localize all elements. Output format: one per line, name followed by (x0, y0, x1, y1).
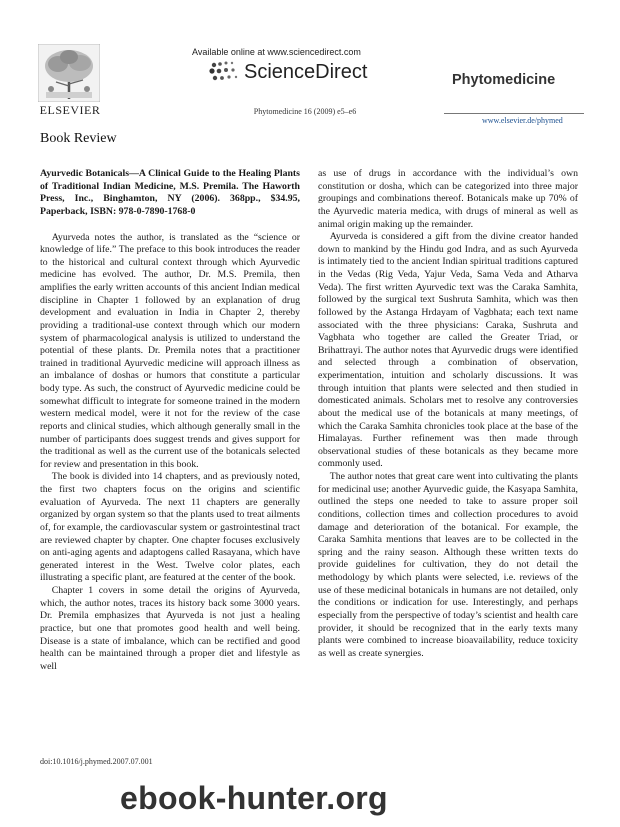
paragraph: The book is divided into 14 chapters, and as previously noted, the first two chapters focus on the origins and scientific evaluation of Ayurveda. The next 11 chapters are generally organized by organ system so that the plants used to treat ailments of, for example, the cardiovascular system or gastrointestinal tract are reviewed chapter by chapter. One chapter focuses exclusively on anti-aging agents and adaptogens called Rasayana, which have generated interest in the West. Twelve color plates, each illustrating a specific plant, are featured at the center of the book. (40, 471, 300, 584)
available-online-text: Available online at www.sciencedirect.com (192, 47, 361, 57)
right-column (318, 168, 578, 660)
paragraph: as use of drugs in accordance with the individual’s own constitution or dosha, which can be categorized into three major groupings and combinations thereof. Botanicals make up 70% of the Ayurvedic materia medica, with drugs of mineral as well as animal origin making up the remainder. (318, 168, 578, 230)
elsevier-tree-logo (38, 44, 100, 102)
section-label: Book Review (40, 131, 117, 146)
paragraph: Chapter 1 covers in some detail the origins of Ayurveda, which, the author notes, traces its history back some 3000 years. Dr. Premila emphasizes that Ayurveda is not just a healing practice, but one that promotes good health and well being. Disease is a state of imbalance, which can be rectified and good health can be maintained through a proper diet and lifestyle as well (40, 585, 300, 672)
sciencedirect-dots-icon (208, 59, 240, 83)
watermark: ebook-hunter.org (120, 780, 388, 816)
paragraph: Ayurveda is considered a gift from the divine creator handed down to mankind by the Hindu god Indra, and as such Ayurveda is intimately tied to the ancient Indian spiritual traditions captured in the Vedas (Rig Veda, Yajur Veda, Sama Veda and Atharva Veda). The first written Ayurvedic text was the Caraka Samhita, followed by the surgical text Sushruta Samhita, which was then followed by the Astanga Hrdayam of Vagbhata; each text name associated with the three physicians: Caraka, Sushruta and Vagbhata who together are called the Greater Triad, or Brihattrayi. The author notes that Ayurvedic drugs were identified and selected through a combination of observation, experimentation, intuition and scholarly discussions. It was through intuition that plants were selected and then studied in domesticated animals. Scholars met to resolve any controversies about the medical use of the botanicals at many meetings, of which the Caraka Samhita chronicles took place at the base of the Himalayas. Further refinement was then made through observational studies of these botanicals as they became more commonly used. (318, 231, 578, 470)
header-rule (444, 113, 584, 114)
sciencedirect-logo-text: ScienceDirect (244, 61, 368, 83)
journal-citation: Phytomedicine 16 (2009) e5–e6 (253, 107, 357, 116)
paragraph: Ayurveda notes the author, is translated as the “science or knowledge of life.” The preface to this book introduces the reader to the historical and cultural context through which Ayurvedic medicine has evolved. The author, Dr. M.S. Premila, then amplifies the early written accounts of this ancient Indian medical discipline in Chapter 1 followed by an explanation of drug development and evaluation in India in Chapter 2, thereby providing a traditional-use context through which our modern system of pharmacological analysis is utilized to understand the potential of these plants. Dr. Premila notes that a practitioner trained in traditional Ayurvedic medicine will approach illness as an imbalance of doshas or humors that constitute a particular body type. As such, the construct of Ayurvedic medicine could be somewhat difficult to integrate for someone trained in the modern western medical model, were it not for the review of the case reports and clinical studies, which although generally small in the number of participants does suggest trends and gives support for the traditional as well as the current use of the botanicals selected for review and presentation in this book. (40, 231, 300, 470)
publisher-name: ELSEVIER (39, 103, 101, 117)
journal-title: Phytomedicine (452, 72, 556, 88)
doi-link[interactable]: doi:10.1016/j.phymed.2007.07.001 (40, 757, 153, 766)
journal-url-link[interactable]: www.elsevier.de/phymed (482, 116, 563, 125)
review-heading: Ayurvedic Botanicals—A Clinical Guide to the Healing Plants of Traditional Indian Medicine, M.S. Premila. The Haworth Press, Inc., Binghamton, NY (2006). 368pp., $34.95, Paperback, ISBN: 978-0-7890-1768-0 (40, 168, 300, 217)
paragraph: The author notes that great care went into cultivating the plants for medicinal use; another Ayurvedic guide, the Kasyapa Samhita, outlined the steps one needed to take to assure proper soil conditions, collection times and collection procedures to avoid damage and deterioration of the botanical. For example, the Caraka Samhita mentions that leaves are to be collected in the spring and the rainy season. Although these written texts do provide guidelines for cultivation, they do not detail the methodology by which plants were selected, i.e. reviews of the use of these medicinal botanicals in humans are not detailed, only the conditions or indication for use. Interestingly, and perhaps especially from the perspective of today’s scientist and health care provider, it should be recognized that in the early texts many plants were combined to increase bioavailability, reduce toxicity as well as create synergies. (318, 471, 578, 659)
left-column (40, 168, 300, 673)
